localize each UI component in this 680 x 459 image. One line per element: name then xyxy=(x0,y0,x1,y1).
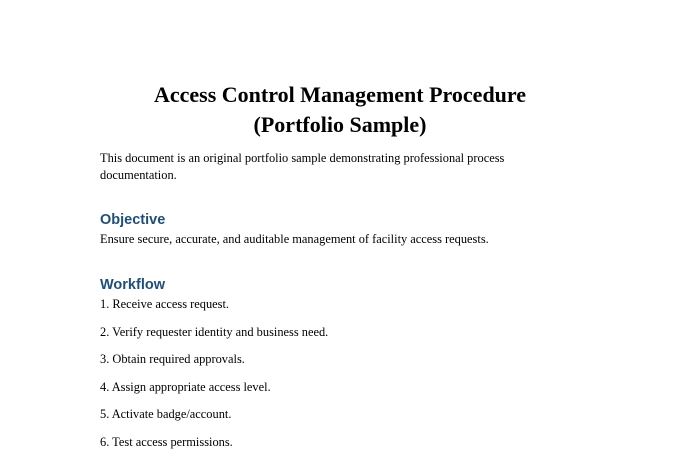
workflow-step: 3. Obtain required approvals. xyxy=(100,352,245,366)
workflow-step: 1. Receive access request. xyxy=(100,297,230,311)
workflow-step: 5. Activate badge/account. xyxy=(100,407,232,421)
workflow-step: 2. Verify requester identity and business need. xyxy=(100,325,329,339)
workflow-heading: Workflow xyxy=(100,277,165,293)
document-subtitle: (Portfolio Sample) xyxy=(253,112,427,137)
document-title: Access Control Management Procedure xyxy=(153,82,527,107)
workflow-step: 6. Test access permissions. xyxy=(100,435,233,449)
objective-text: Ensure secure, accurate, and auditable management of facility access requests. xyxy=(100,232,489,246)
workflow-step: 4. Assign appropriate access level. xyxy=(100,380,271,394)
intro-paragraph: This document is an original portfolio sample demonstrating professional process documentation. xyxy=(100,151,505,182)
objective-heading: Objective xyxy=(100,212,166,228)
